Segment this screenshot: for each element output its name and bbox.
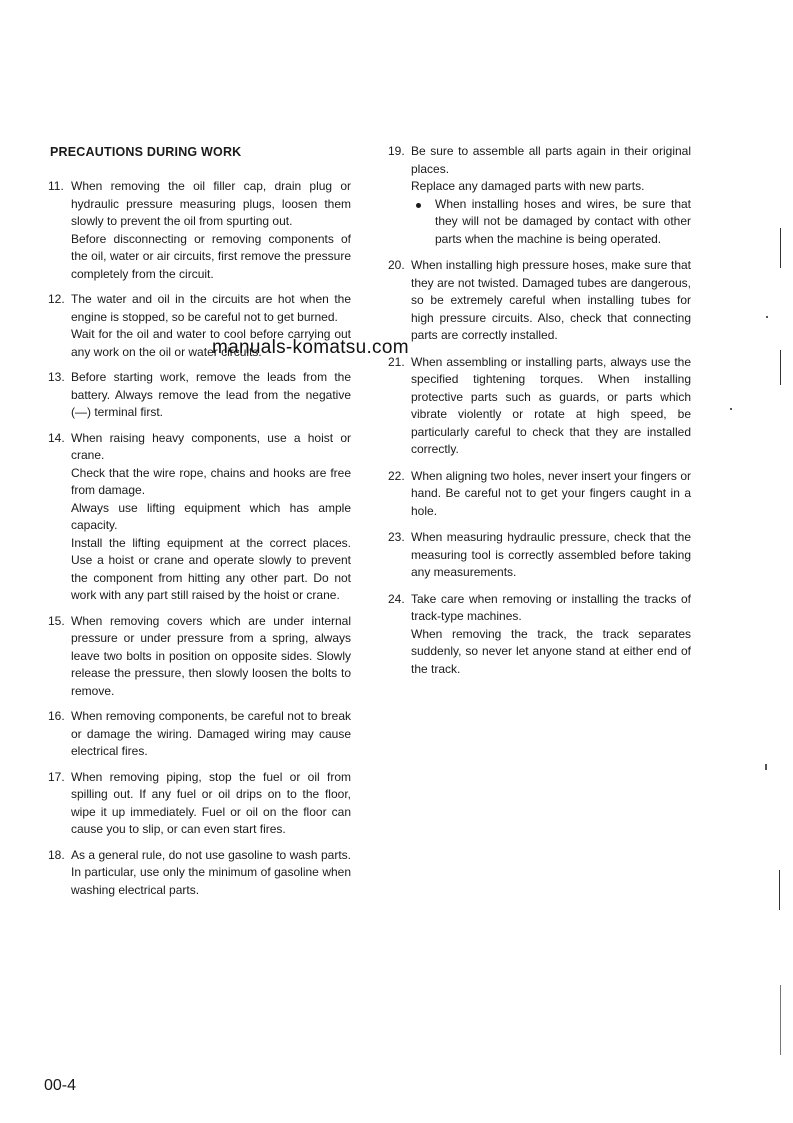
item-text: When raising heavy components, use a hoist or crane. bbox=[71, 430, 351, 462]
item-text: When removing the oil filler cap, drain plug or hydraulic pressure measuring plugs, loosen them slowly to prevent the oil from spurting out. bbox=[71, 179, 351, 228]
item-text: When installing high pressure hoses, make sure that they are not twisted. Damaged tubes are dangerous, so be extremely careful when installing tubes for high pressure circuits. Also, check that connecting parts are correctly installed. bbox=[411, 258, 691, 342]
item-number: 17. bbox=[48, 769, 65, 784]
list-item bbox=[48, 708, 351, 761]
item-text: Take care when removing or installing the tracks of track-type machines. bbox=[411, 591, 691, 623]
item-number: 19. bbox=[388, 144, 405, 158]
scan-speck bbox=[730, 408, 732, 410]
item-number: 16. bbox=[48, 709, 65, 723]
list-item bbox=[48, 769, 351, 839]
item-text: When removing the track, the track separates suddenly, so never let anyone stand at either end of the track. bbox=[411, 626, 691, 676]
item-number: 14. bbox=[48, 430, 65, 445]
scan-edge-mark bbox=[780, 350, 781, 385]
scan-edge-mark bbox=[779, 870, 780, 910]
list-item bbox=[48, 430, 351, 605]
list-item bbox=[388, 591, 691, 679]
item-text: When measuring hydraulic pressure, check that the measuring tool is correctly assembled before taking any measurements. bbox=[411, 530, 691, 579]
item-number: 13. bbox=[48, 370, 65, 384]
left-column bbox=[48, 143, 351, 907]
scan-edge-mark bbox=[780, 228, 781, 268]
list-item bbox=[388, 143, 691, 248]
list-item bbox=[388, 529, 691, 582]
item-text: When assembling or installing parts, always use the specified tightening torques. When installing protective parts such as guards, or parts which vibrate violently or rotate at high speed, be particularly careful to check that they are installed correctly. bbox=[411, 354, 691, 456]
bullet-icon bbox=[416, 203, 421, 208]
item-text: Before disconnecting or removing components of the oil, water or air circuits, first remove the pressure completely from the circuit. bbox=[71, 231, 351, 281]
section-heading: PRECAUTIONS DURING WORK bbox=[50, 145, 242, 159]
watermark: manuals-komatsu.com bbox=[212, 337, 409, 358]
item-number: 12. bbox=[48, 292, 65, 306]
item-text: The water and oil in the circuits are hot when the engine is stopped, so be careful not to get burned. bbox=[71, 292, 351, 324]
list-item bbox=[388, 257, 691, 345]
bullet-text: When installing hoses and wires, be sure that they will not be damaged by contact with other parts when the machine is being operated. bbox=[435, 196, 691, 246]
list-item bbox=[48, 847, 351, 900]
item-text: When removing covers which are under internal pressure or under pressure from a spring, always leave two bolts in position on opposite sides. Slowly release the pressure, then slowly loosen the bolts to remove. bbox=[71, 613, 351, 698]
item-text: Wait for the oil and water to cool before carrying out any work on the oil or water circuits. bbox=[71, 327, 351, 359]
right-column bbox=[388, 143, 691, 687]
scan-speck bbox=[765, 764, 767, 770]
item-number: 23. bbox=[388, 530, 405, 544]
item-number: 22. bbox=[388, 468, 405, 483]
item-number: 24. bbox=[388, 591, 405, 606]
item-text: As a general rule, do not use gasoline to wash parts. In particular, use only the minimum of gasoline when washing electrical parts. bbox=[71, 847, 351, 897]
list-item bbox=[48, 369, 351, 422]
bullet-item bbox=[411, 196, 691, 249]
item-number: 15. bbox=[48, 613, 65, 628]
list-item bbox=[48, 613, 351, 701]
list-item bbox=[48, 178, 351, 283]
page-number: 00-4 bbox=[44, 1077, 77, 1094]
item-text: When aligning two holes, never insert your fingers or hand. Be careful not to get your fingers caught in a hole. bbox=[411, 468, 691, 518]
item-number: 11. bbox=[48, 179, 64, 193]
item-text: Be sure to assemble all parts again in their original places. bbox=[411, 144, 691, 176]
item-text: Before starting work, remove the leads from the battery. Always remove the lead from the negative (—) terminal first. bbox=[71, 370, 351, 419]
scan-speck bbox=[766, 316, 768, 318]
item-text: When removing piping, stop the fuel or oil from spilling out. If any fuel or oil drips on to the floor, wipe it up immediately. Fuel or oil on the floor can cause you to slip, or can even start fires. bbox=[71, 769, 351, 836]
item-number: 18. bbox=[48, 847, 65, 862]
list-item bbox=[388, 468, 691, 521]
item-number: 20. bbox=[388, 258, 405, 272]
item-text: Check that the wire rope, chains and hooks are free from damage. bbox=[71, 465, 351, 497]
item-text: Replace any damaged parts with new parts. bbox=[411, 179, 645, 193]
item-number: 21. bbox=[388, 354, 405, 369]
scan-edge-mark bbox=[780, 985, 781, 1055]
item-text: Always use lifting equipment which has ample capacity. bbox=[71, 500, 351, 532]
item-text: When removing components, be careful not to break or damage the wiring. Damaged wiring may cause electrical fires. bbox=[71, 709, 351, 758]
list-item bbox=[388, 354, 691, 459]
item-text: Install the lifting equipment at the correct places. Use a hoist or crane and operate slowly to prevent the component from hitting any other part. Do not work with any part still raised by the hoist or crane. bbox=[71, 535, 351, 602]
